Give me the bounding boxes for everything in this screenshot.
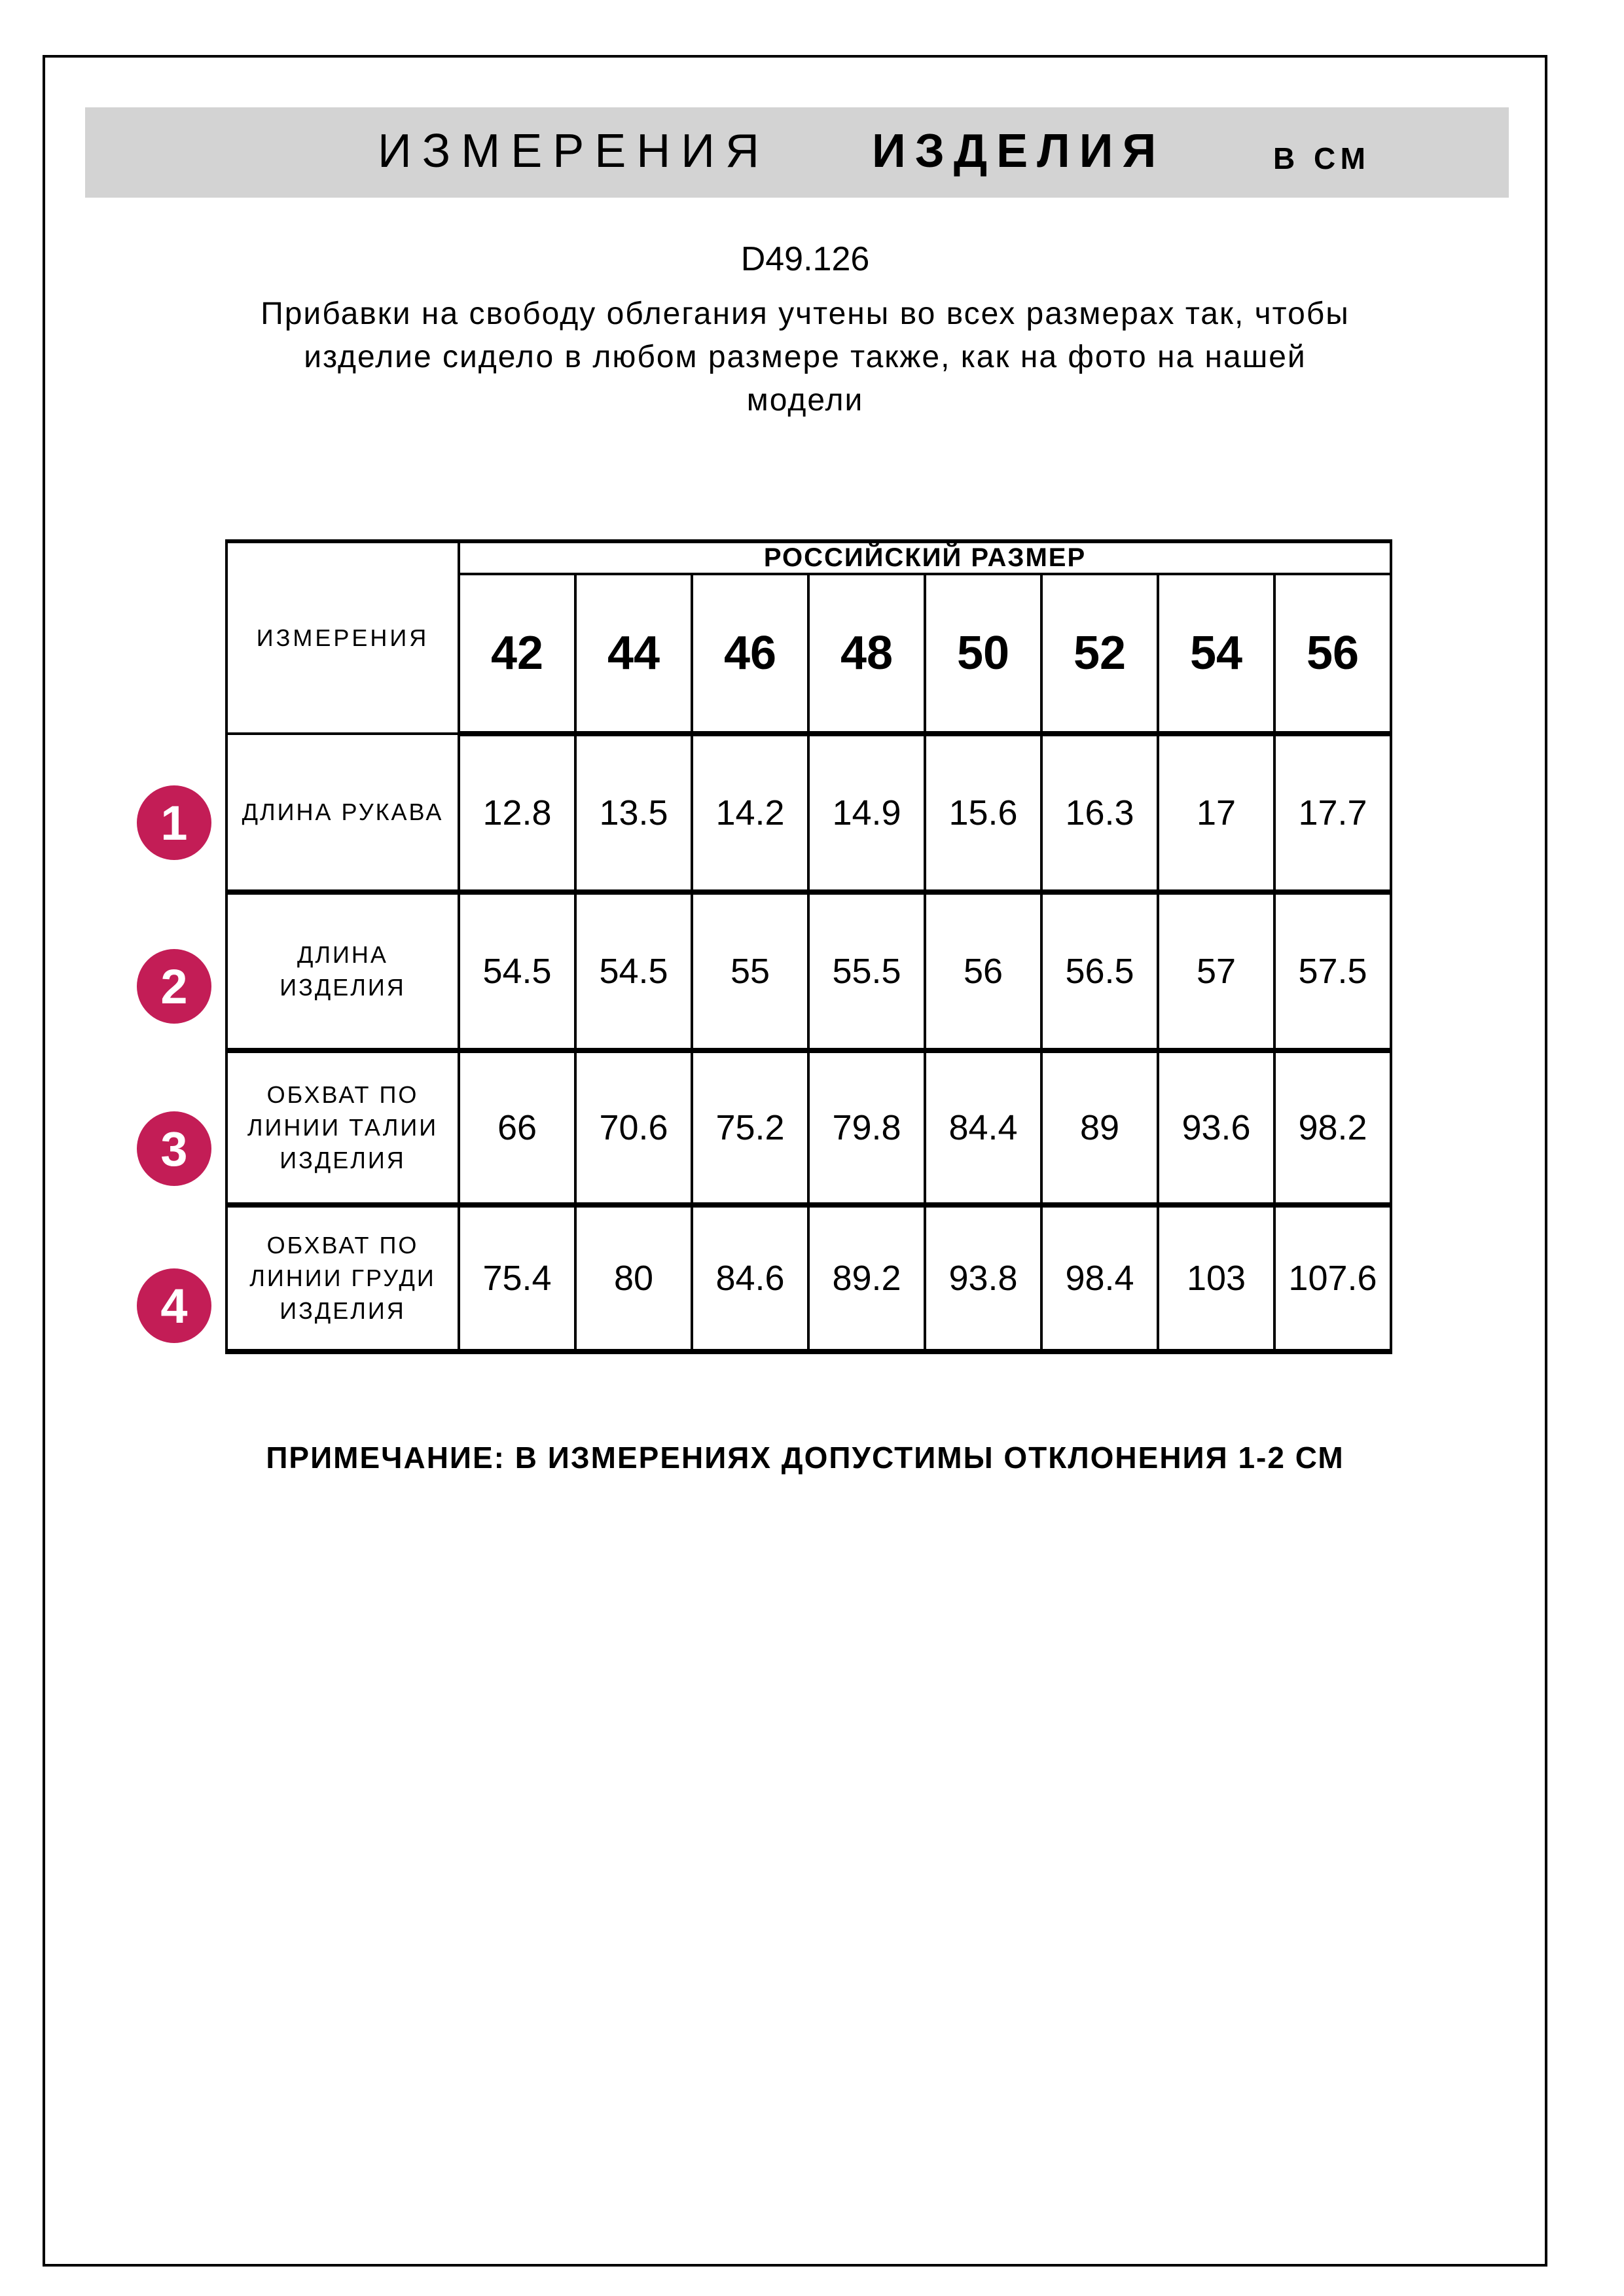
value-cell: 80 xyxy=(575,1205,692,1352)
row-label-line: ИЗДЕЛИЯ xyxy=(280,974,406,1001)
size-measurements-table xyxy=(225,539,1392,1354)
value-cell: 16.3 xyxy=(1041,734,1158,892)
row-number-badge-2 xyxy=(137,949,211,1024)
tolerance-note: ПРИМЕЧАНИЕ: В ИЗМЕРЕНИЯХ ДОПУСТИМЫ ОТКЛОНЕНИЯ 1-2 СМ xyxy=(266,1441,1344,1475)
row-label-cell xyxy=(226,734,459,892)
row-label-line: ЛИНИИ ТАЛИИ xyxy=(247,1114,439,1141)
value-cell: 56.5 xyxy=(1041,892,1158,1050)
row-label-cell xyxy=(226,1050,459,1205)
value-cell: 98.2 xyxy=(1274,1050,1391,1205)
size-header-cell: 56 xyxy=(1274,574,1391,734)
value-cell: 57 xyxy=(1158,892,1274,1050)
row-number-badge-3 xyxy=(137,1111,211,1186)
value-cell: 89.2 xyxy=(808,1205,925,1352)
row-label-line: ОБХВАТ ПО xyxy=(266,1232,419,1259)
value-cell: 103 xyxy=(1158,1205,1274,1352)
row-label-line: ИЗДЕЛИЯ xyxy=(280,1297,406,1324)
value-cell: 14.2 xyxy=(692,734,808,892)
value-cell: 98.4 xyxy=(1041,1205,1158,1352)
value-cell: 17 xyxy=(1158,734,1274,892)
value-cell: 79.8 xyxy=(808,1050,925,1205)
size-header-cell: 46 xyxy=(692,574,808,734)
value-cell: 57.5 xyxy=(1274,892,1391,1050)
row-number-badge-1 xyxy=(137,785,211,860)
size-header-cell: 44 xyxy=(575,574,692,734)
value-cell: 55 xyxy=(692,892,808,1050)
row-label-line: ЛИНИИ ГРУДИ xyxy=(249,1265,436,1291)
value-cell: 93.8 xyxy=(925,1205,1041,1352)
article-code: D49.126 xyxy=(740,240,870,278)
title-word-product: ИЗДЕЛИЯ xyxy=(872,125,1166,177)
size-header-cell: 52 xyxy=(1041,574,1158,734)
value-cell: 70.6 xyxy=(575,1050,692,1205)
value-cell: 89 xyxy=(1041,1050,1158,1205)
row-number: 4 xyxy=(160,1278,188,1333)
value-cell: 15.6 xyxy=(925,734,1041,892)
size-header-cell: 54 xyxy=(1158,574,1274,734)
value-cell: 13.5 xyxy=(575,734,692,892)
value-cell: 14.9 xyxy=(808,734,925,892)
value-cell: 66 xyxy=(459,1050,575,1205)
row-label-line: ДЛИНА РУКАВА xyxy=(242,798,444,825)
value-cell: 107.6 xyxy=(1274,1205,1391,1352)
row-number: 3 xyxy=(160,1121,188,1176)
table-row-waist-girth xyxy=(226,1050,1391,1205)
value-cell: 84.6 xyxy=(692,1205,808,1352)
table-row-garment-length xyxy=(226,892,1391,1050)
size-group-header: РОССИЙСКИЙ РАЗМЕР xyxy=(459,541,1391,574)
row-number-badge-4 xyxy=(137,1268,211,1343)
title-unit-cm: В СМ xyxy=(1273,141,1371,175)
value-cell: 75.2 xyxy=(692,1050,808,1205)
row-number: 1 xyxy=(160,795,188,850)
table-row-chest-girth xyxy=(226,1205,1391,1352)
row-label-line: ИЗДЕЛИЯ xyxy=(280,1147,406,1174)
row-label-cell xyxy=(226,892,459,1050)
value-cell: 54.5 xyxy=(575,892,692,1050)
fit-description-line: модели xyxy=(746,383,864,418)
size-header-cell: 48 xyxy=(808,574,925,734)
value-cell: 55.5 xyxy=(808,892,925,1050)
row-label-line: ОБХВАТ ПО xyxy=(266,1081,419,1108)
table-corner-label: ИЗМЕРЕНИЯ xyxy=(226,541,459,734)
value-cell: 75.4 xyxy=(459,1205,575,1352)
size-header-cell: 50 xyxy=(925,574,1041,734)
value-cell: 84.4 xyxy=(925,1050,1041,1205)
row-label-line: ДЛИНА xyxy=(297,941,388,968)
value-cell: 12.8 xyxy=(459,734,575,892)
size-header-cell: 42 xyxy=(459,574,575,734)
fit-description-line: изделие сидело в любом размере также, как на фото на нашей xyxy=(304,340,1307,374)
title-word-measurements: ИЗМЕРЕНИЯ xyxy=(378,125,770,177)
value-cell: 56 xyxy=(925,892,1041,1050)
value-cell: 54.5 xyxy=(459,892,575,1050)
row-label-cell xyxy=(226,1205,459,1352)
row-number: 2 xyxy=(160,959,188,1014)
fit-description xyxy=(151,293,1460,422)
table-row-sleeve-length xyxy=(226,734,1391,892)
fit-description-line: Прибавки на свободу облегания учтены во всех размерах так, чтобы xyxy=(261,296,1350,331)
value-cell: 93.6 xyxy=(1158,1050,1274,1205)
value-cell: 17.7 xyxy=(1274,734,1391,892)
